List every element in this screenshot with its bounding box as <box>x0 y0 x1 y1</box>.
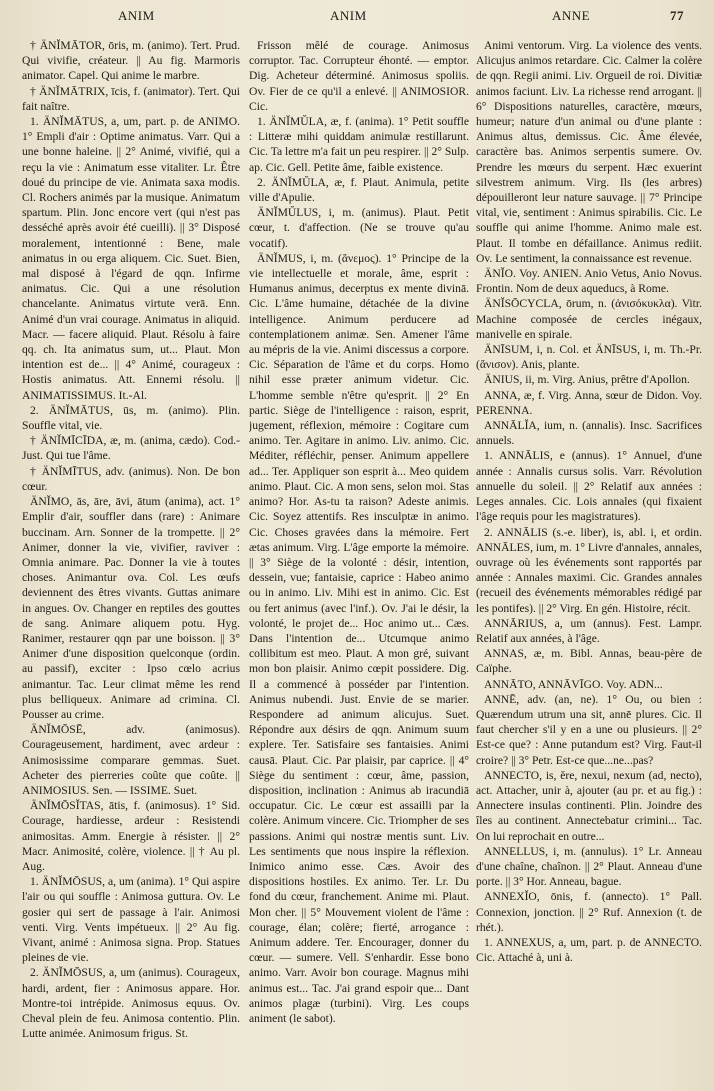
dictionary-entry: ÄNĬO. Voy. ANIEN. Anio Vetus, Anio Novus. Frontin. Nom de deux aqueducs, à Rome. <box>476 267 702 296</box>
dictionary-entry: ANNEXĬO, ōnis, f. (annecto). 1° Pall. Connexion, jonction. || 2° Ruf. Annexion (t. de rhét.). <box>476 890 702 934</box>
dictionary-entry: Animi ventorum. Virg. La violence des vents. Alicujus animos retardare. Cic. Calmer la colère de qqn. Regii animi. Liv. Orgueil de roi. Divitiæ animos faciunt. Liv. La richesse rend arrogant. || 6° Dispositions naturelles, caractère, mœurs, humeur; nature d'un animal ou d'une plante : Animus altus, demissus. Cic. Âme élevée, caractère bas. Animos serpentis sumere. Ov. Prendre les mœurs du serpent. Hæc exuerint silvestrem animum. Virg. Ils (les arbres) dépouilleront leur nature sauvage. || 7° Principe vital, vie, sentiment : Animus spirabilis. Cic. Le souffle qui anime l'homme. Animo male est. Plaut. Il tombe en défaillance. Animus rediit. Ov. Le sentiment, la connaissance est revenue. <box>476 39 702 265</box>
page-number: 77 <box>670 8 684 23</box>
dictionary-entry: ÄNĬMUS, i, m. (ἄνεμος). 1° Principe de la vie intellectuelle et morale, âme, esprit : Humanus animus, decerptus ex mente divinā. Cic. L'âme humaine, détachée de la divine intelligence. Animum perducere ad contemplationem animæ. Sen. Amener l'âme au mépris de la vie. Animi discessus a corpore. Cic. Séparation de l'âme et du corps. Homo nihil esse præter animum videtur. Cic. L'homme semble n'être qu'esprit. || 2° En partic. Siège de l'intelligence : raison, esprit, jugement, réflexion, mémoire : Cogitare cum animo. Ter. Agitare in animo. Liv. animo. Cic. Méditer, réfléchir, penser. Animum appellere ad... Ter. Appliquer son esprit à... Meo quidem animo. Plaut. Cic. A mon sens, selon moi. Stas animo? Hor. As-tu ta raison? Adeste animis. Cic. Soyez attentifs. Res insculptæ in animo. Cic. Choses gravées dans la mémoire. Fert ætas animum. Virg. L'âge emporte la mémoire. || 3° Siège de la volonté : désir, intention, dessein, vue; fantaisie, caprice : Habeo animo ou in animo. Liv. Mihi est in animo. Cic. Est ou fert animus (avec l'inf.). Ov. J'ai le désir, la volonté, le projet de... Hoc animo ut... Cæs. Dans l'intention de... Utcumque animo collibitum est meo. Plaut. A mon gré, suivant mon bon plaisir. Animo cœpit possidere. Dig. Il a commencé à posséder par l'intention. Animus nubendi. Just. Envie de se marier. Respondere ad animum alicujus. Suet. Répondre aux désirs de qqn. Animum suum explere. Ter. Satisfaire ses fantaisies. Animi causā. Plaut. Cic. Par plaisir, par caprice. || 4° Siège du sentiment : cœur, âme, passion, disposition, inclination : Animus ab iracundiā occupatur. Cic. Le cœur est assailli par la colère. Animum vincere. Cic. Triompher de ses passions. Animi qui nostræ mentis sunt. Liv. Les sentiments que nous inspire la réflexion. Inimico animo esse. Cæs. Avoir des dispositions hostiles. Ex animo. Ter. Lr. Du fond du cœur, franchement. Anime mi. Plaut. Mon cher. || 5° Mouvement violent de l'âme : courage, élan; colère; fierté, arrogance : Animum addere. Ter. Encourager, donner du cœur. — sumere. Vell. S'enhardir. Esse bono animo. Varr. Avoir bon courage. Magnus mihi animus est... Tac. J'ai grand espoir que... Dant animos plagæ (turbini). Virg. Les coups animent (le sabot). <box>249 251 469 1025</box>
running-head-center: ANIM <box>330 8 367 23</box>
dictionary-entry: ANNECTO, is, ĕre, nexui, nexum (ad, necto), act. Attacher, unir à, ajouter (au pr. et au fig.) : Annectere insulas continenti. Plin. Joindre des îles au continent. Annectebatur crimini... Tac. On lui reprochait en outre... <box>476 768 702 843</box>
dictionary-entry: ANNĀRIUS, a, um (annus). Fest. Lampr. Relatif aux années, à l'âge. <box>476 616 702 645</box>
dictionary-entry: ÄNĬMŬLUS, i, m. (animus). Plaut. Petit cœur, t. d'affection. (Ne se trouve qu'au vocatif). <box>249 206 469 250</box>
dictionary-entry: † ÄNĬMĀTOR, ōris, m. (animo). Tert. Prud. Qui vivifie, créateur. || Au fig. Marmoris animator. Capel. Qui anime le marbre. <box>22 39 240 83</box>
column-2 <box>249 38 469 1085</box>
dictionary-entry: ANNAS, æ, m. Bibl. Annas, beau-père de Caïphe. <box>476 647 702 676</box>
dictionary-entry: ÄNĬMŌSĬTAS, ātis, f. (animosus). 1° Sid. Courage, hardiesse, ardeur : Resistendi animositas. Amm. Energie à résister. || 2° Macr. Animosité, colère, violence. || † Au pl. Aug. <box>22 799 240 873</box>
dictionary-entry: 1. ANNĀLIS, e (annus). 1° Annuel, d'une année : Annalis cursus solis. Varr. Révolution annuelle du soleil. || 2° Relatif aux années : Leges annales. Cic. Lois annales (qui fixaient l'âge requis pour les magistratures). <box>476 449 702 524</box>
dictionary-entry: † ÄNĬMĪCĪDA, æ, m. (anima, cædo). Cod.-Just. Qui tue l'âme. <box>22 434 240 463</box>
dictionary-entry: ÄNĬMO, ās, āre, āvi, ātum (anima), act. 1° Emplir d'air, souffler dans (rare) : Animare buccinam. Arn. Sonner de la trompette. || 2° Animer, donner la vie, vivifier, raviver : Omnia animare. Pac. Donner la vie à toutes choses. Animantur ova. Col. Les œufs deviennent des êtres vivants. Guttas animare in angues. Ov. Changer en reptiles des gouttes de sang. Animare aliquem potu. Hyg. Ranimer, restaurer qqn par une boisson. || 3° Animer d'une disposition quelconque (ordin. au passif), exciter : Ipso cœlo acrius animantur. Tac. Leur climat même les rend plus belliqueux. Animare ad crimina. Cl. Pousser au crime. <box>22 495 240 721</box>
column-3 <box>476 38 702 1085</box>
dictionary-entry: ÄNĬMŌSĒ, adv. (animosus). Courageusement, hardiment, avec ardeur : Animosissime comparare gemmas. Suet. Acheter des pierreries coûte que coûte. || ANIMOSIUS. Sen. — ISSIME. Suet. <box>22 723 240 797</box>
dictionary-entry: ANNA, æ, f. Virg. Anna, sœur de Didon. Voy. PERENNA. <box>476 388 702 417</box>
dictionary-entry: ÄNIUS, ii, m. Virg. Anius, prêtre d'Apollon. <box>484 373 690 387</box>
dictionary-entry: ANNELLUS, i, m. (annulus). 1° Lr. Anneau d'une chaîne, chaînon. || 2° Plaut. Anneau d'une porte. || 3° Hor. Anneau, bague. <box>476 844 702 889</box>
dictionary-entry: 2. ÄNĬMŬLA, æ, f. Plaut. Animula, petite ville d'Apulie. <box>249 175 469 205</box>
dictionary-entry: ANNĀLĬA, ium, n. (annalis). Insc. Sacrifices annuels. <box>476 419 702 448</box>
dictionary-entry: 1. ÄNĬMĀTUS, a, um, part. p. de ANIMO. 1° Empli d'air : Optime animatus. Varr. Qui a une bonne haleine. || 2° Animé, vivifié, qui a reçu la vie : Animatum esse vitaliter. Lr. Être doué du principe de vie. Animata saxa modis. Cl. Rochers animés par la musique. Animatum spartum. Plin. Jonc encore vert (qui n'est pas desséché après avoir été cueilli). || 3° Disposé moralement, intentionné : Bene, male animatus in ou erga aliquem. Cic. Suet. Bien, mal disposé à l'égard de qqn. Infirme animatus. Cic. Qui a une résolution chancelante. Animatus virtute verā. Enn. Animé d'un vrai courage. Animatus in aliquid. Macr. — facere aliquid. Plaut. Résolu à faire qq. ch. Ita animatus sum, ut... Plaut. Mon intention est de... || 4° Animé, courageux : Hostis animatus. Att. Ennemi résolu. || ANIMATISSIMUS. It.-Al. <box>22 115 240 402</box>
dictionary-entry: ÄNĬSŌCYCLA, ōrum, n. (ἀνισόκυκλα). Vitr. Machine composée de cercles inégaux, manivelle en spirale. <box>476 297 702 341</box>
dictionary-entry: 2. ÄNĬMŌSUS, a, um (animus). Courageux, hardi, ardent, fier : Animosus appare. Hor. Montre-toi intrépide. Animosus equus. Ov. Cheval plein de feu. Animosa contentio. Plin. Lutte animée. Animosum frigus. St. <box>22 966 240 1041</box>
dictionary-entry: ANNĒ, adv. (an, ne). 1° Ou, ou bien : Quærendum utrum una sit, annē plures. Cic. Il faut chercher s'il y en a une ou plusieurs. || 2° Est-ce que? : Anne putandum est? Virg. Faut-il croire? || 3° Petr. Est-ce que...ne...pas? <box>476 692 702 767</box>
dictionary-entry: † ÄNĬMĪTUS, adv. (animus). Non. De bon cœur. <box>22 464 240 493</box>
dictionary-entry: ANNĀTO, ANNĀVĪGO. Voy. ADN... <box>484 677 663 691</box>
dictionary-entry: 1. ÄNĬMŬLA, æ, f. (anima). 1° Petit souffle : Litteræ mihi quiddam animulæ restillarunt. Cic. Ta lettre m'a fait un peu respirer. || 2° Sulp. ap. Cic. Gell. Petite âme, faible existence. <box>249 115 469 174</box>
dictionary-entry: 1. ANNEXUS, a, um, part. p. de ANNECTO. Cic. Attaché à, uni à. <box>476 935 702 965</box>
dictionary-entry: † ÄNĬMĀTRIX, īcis, f. (animator). Tert. Qui fait naître. <box>22 84 240 113</box>
dictionary-entry: ÄNĪSUM, i, n. Col. et ÄNĪSUS, i, m. Th.-Pr. (ἄνισον). Anis, plante. <box>476 343 702 372</box>
dictionary-entry: 1. ÄNĬMŌSUS, a, um (anima). 1° Qui aspire l'air ou qui souffle : Animosa guttura. Ov. Le gosier qui sert de passage à l'air. Animosi venti. Virg. Vents impétueux. || 2° Au fig. Vivant, animé : Animosa signa. Prop. Statues pleines de vie. <box>22 875 240 965</box>
running-head <box>0 4 714 30</box>
dictionary-columns <box>0 38 714 1091</box>
dictionary-entry: Frisson mêlé de courage. Animosus corruptor. Tac. Corrupteur éhonté. — emptor. Dig. Acheteur déterminé. Animosus spoliis. Ov. Fier de ce qu'il a enlevé. || ANIMOSIOR. Cic. <box>249 39 469 113</box>
running-head-right: ANNE <box>552 8 591 23</box>
dictionary-entry: 2. ÄNĬMĀTUS, ūs, m. (animo). Plin. Souffle vital, vie. <box>22 403 240 433</box>
column-1 <box>22 38 240 1085</box>
dictionary-entry: 2. ANNĀLIS (s.-e. liber), is, abl. i, et ordin. ANNĀLES, ium, m. 1° Livre d'annales, annales, ouvrage où les événements sont rapportés par année : Annales maximi. Cic. Grandes annales (recueil des événements mémorables rédigé par les pontifes). || 2° Virg. En gén. Histoire, récit. <box>476 525 702 615</box>
running-head-left: ANIM <box>118 8 155 23</box>
